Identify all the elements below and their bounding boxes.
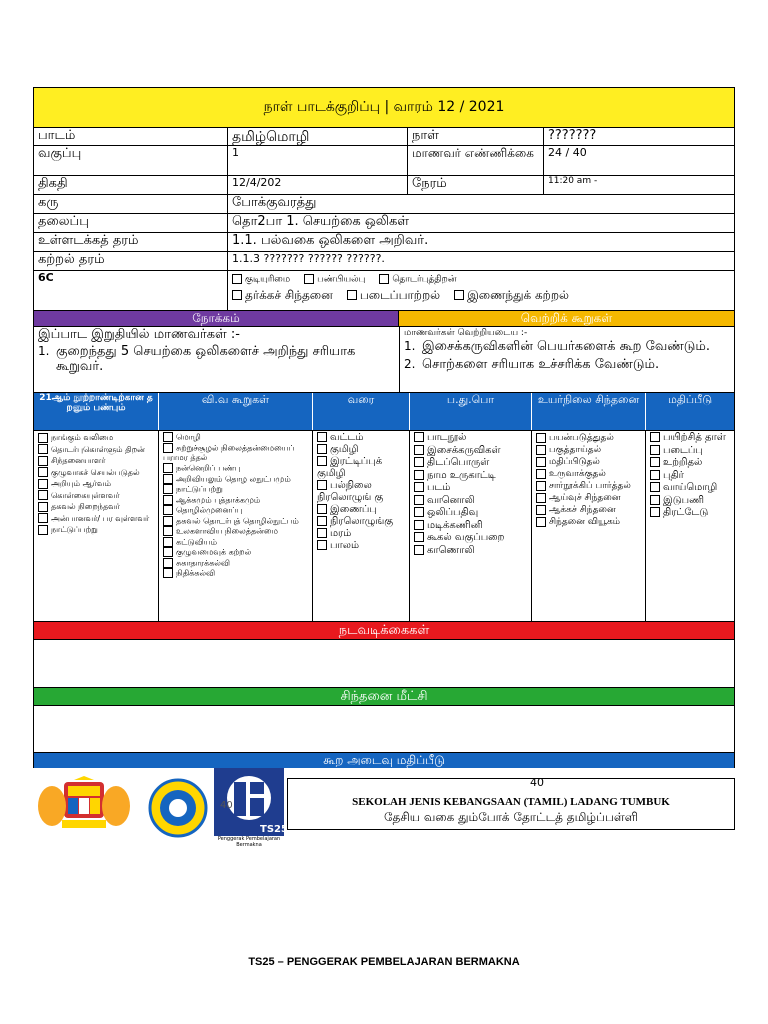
checklist-item[interactable]: திரட்டேடு bbox=[650, 507, 730, 520]
checklist-item[interactable]: படைப்பு bbox=[650, 445, 730, 458]
checkbox-icon bbox=[454, 290, 464, 300]
value-option[interactable]: தொடர்புத்திறன் bbox=[379, 274, 456, 285]
score-fragment: 40 bbox=[530, 776, 544, 789]
checkbox-icon bbox=[163, 516, 173, 526]
success-item: 1. இசைக்கருவிகளின் பெயர்களைக் கூற வேண்டும். bbox=[404, 339, 710, 355]
page-title bbox=[33, 87, 735, 128]
ts25-caption: Penggerak Pembelajaran Bermakna bbox=[217, 836, 281, 848]
objective-success-header bbox=[33, 311, 735, 326]
info-row-values bbox=[33, 271, 735, 311]
school-name-box bbox=[287, 778, 735, 830]
checklist-item[interactable]: கட்டுவியம் bbox=[163, 537, 308, 548]
subject-value: தமிழ்மொழி bbox=[228, 128, 408, 145]
class-value: 1 bbox=[228, 146, 408, 175]
students-label: மாணவர் எண்ணிக்கை bbox=[408, 146, 544, 175]
checklist-item[interactable]: வானொலி bbox=[414, 495, 527, 508]
day-label: நாள் bbox=[408, 128, 544, 145]
column-header-elements: வி.வ கூறுகள் bbox=[159, 393, 313, 430]
info-row-class bbox=[33, 146, 735, 176]
checkbox-icon bbox=[650, 445, 660, 455]
checklist-item[interactable]: தகவல் தொடர்புத் தொழில்நுட்பம் bbox=[163, 516, 308, 527]
success-header: வெற்றிக் கூறுகள் bbox=[399, 311, 735, 326]
checkbox-icon bbox=[304, 274, 314, 284]
checkbox-icon bbox=[650, 432, 660, 442]
score-fragment: 40 bbox=[220, 800, 233, 811]
checklist-item[interactable]: பாலம் bbox=[317, 540, 405, 552]
checkbox-icon bbox=[232, 290, 242, 300]
checklist-item[interactable]: நிரலொழுங்கு bbox=[317, 516, 405, 528]
checklist-item[interactable]: நாங்கும் வலிமை bbox=[38, 432, 154, 444]
checklist-item[interactable]: நாட்டுப்பற்று bbox=[38, 524, 154, 536]
objective-intro: இப்பாட இறுதியில் மாணவர்கள் :- bbox=[38, 327, 240, 342]
topic-label: தலைப்பு bbox=[34, 214, 228, 232]
checkbox-icon bbox=[163, 537, 173, 547]
checklist-item[interactable]: பல்நிலை நிரலொழுங் கு bbox=[317, 480, 384, 503]
info-row-content-standard bbox=[33, 233, 735, 252]
info-row-subject bbox=[33, 128, 735, 146]
checkbox-icon bbox=[414, 470, 424, 480]
checkbox-icon bbox=[536, 493, 546, 503]
checkbox-icon bbox=[414, 520, 424, 530]
checkbox-icon bbox=[38, 513, 48, 523]
checkbox-icon bbox=[414, 507, 424, 517]
info-row-theme bbox=[33, 195, 735, 214]
checkbox-icon bbox=[38, 444, 48, 454]
checklist-item[interactable]: இணைப்பு bbox=[317, 504, 405, 516]
checklist-item[interactable]: ஆக்கச் சிந்தனை bbox=[536, 504, 641, 516]
checkbox-icon bbox=[414, 495, 424, 505]
checkbox-icon bbox=[414, 482, 424, 492]
day-value: ??????? bbox=[548, 128, 597, 143]
checklist-item[interactable]: பயிற்சித் தாள் bbox=[650, 432, 730, 445]
theme-label: கரு bbox=[34, 195, 228, 213]
footer-header: கூற அடைவு மதிப்பீடு bbox=[33, 753, 735, 768]
columns-header bbox=[33, 393, 735, 431]
checkbox-icon bbox=[163, 484, 173, 494]
checklist-item[interactable]: குழுவாகச் செயல்படுதல் bbox=[38, 467, 154, 479]
school-name: SEKOLAH JENIS KEBANGSAAN (TAMIL) LADANG TUMBUK bbox=[352, 796, 670, 808]
page-title-text: நாள் பாடக்குறிப்பு | வாரம் 12 / 2021 bbox=[263, 98, 505, 115]
checklist-item[interactable]: பகுத்தாய்தல் bbox=[536, 444, 641, 456]
checklist-item[interactable]: உற்றிதல் bbox=[650, 457, 730, 470]
code-label: 6C bbox=[34, 271, 228, 310]
checklist-item[interactable]: தகவல் நிறைந்தவர் bbox=[38, 501, 154, 513]
column-maps bbox=[313, 431, 410, 621]
checklist-item[interactable]: அன்பானவர்/ பர வுள்ளவர் bbox=[38, 513, 154, 525]
time-label: நேரம் bbox=[408, 176, 544, 194]
checklist-item[interactable]: புதிர் bbox=[650, 470, 730, 483]
value-option[interactable]: குடியுரிமை bbox=[232, 274, 290, 285]
content-standard-value: 1.1. பல்வகை ஒலிகளை அறிவர். bbox=[232, 233, 429, 248]
checkbox-icon bbox=[536, 481, 546, 491]
success-intro: மாணவர்கள் வெற்றியடைய :- bbox=[404, 328, 528, 338]
learning-standard-label: கற்றல் தரம் bbox=[34, 252, 228, 270]
checklist-item[interactable]: இடுபணி bbox=[650, 495, 730, 508]
checkbox-icon bbox=[163, 558, 173, 568]
objective-body bbox=[34, 327, 400, 392]
checkbox-icon bbox=[650, 507, 660, 517]
date-value: 12/4/202 bbox=[228, 176, 408, 194]
checkbox-icon bbox=[163, 505, 173, 515]
reflection-header: சிந்தனை மீட்சி bbox=[33, 688, 735, 705]
checklist-item[interactable]: மடிக்கணினி bbox=[414, 520, 527, 533]
checkbox-icon bbox=[317, 540, 327, 550]
objective-header: நோக்கம் bbox=[33, 311, 399, 326]
checklist-item[interactable]: வட்டம் bbox=[317, 432, 405, 444]
checkbox-icon bbox=[38, 456, 48, 466]
checkbox-icon bbox=[347, 290, 357, 300]
column-header-hots: உயர்நிலை சிந்தனை bbox=[532, 393, 646, 430]
checkbox-icon bbox=[317, 480, 327, 490]
checklist-item[interactable]: சுற்றுச்சூழல் நிலைத்தன்மையைப் பராமர த்தல் bbox=[163, 443, 295, 462]
checkbox-icon bbox=[414, 532, 424, 542]
ts25-badge: TS25 bbox=[260, 824, 288, 835]
info-row-learning-standard bbox=[33, 252, 735, 271]
checkbox-icon bbox=[317, 444, 327, 454]
column-hots bbox=[532, 431, 646, 621]
theme-value: போக்குவரத்து bbox=[232, 195, 317, 210]
checkbox-icon bbox=[163, 495, 173, 505]
date-label: திகதி bbox=[34, 176, 228, 194]
columns-body bbox=[33, 431, 735, 622]
objective-item: 1. குறைந்தது 5 செயற்கை ஒலிகளைச் அறிந்து சரியாக கூறுவர். bbox=[38, 343, 356, 374]
checkbox-icon bbox=[414, 445, 424, 455]
content-standard-label: உள்ளடக்கத் தரம் bbox=[34, 233, 228, 251]
checkbox-icon bbox=[163, 432, 173, 442]
time-value: 11:20 am - bbox=[548, 176, 598, 186]
activities-body[interactable] bbox=[33, 639, 735, 688]
malaysia-coat-of-arms-icon bbox=[34, 776, 134, 832]
checkbox-icon bbox=[650, 457, 660, 467]
checkbox-icon bbox=[232, 274, 242, 284]
subject-label: பாடம் bbox=[34, 128, 228, 145]
class-label: வகுப்பு bbox=[34, 146, 228, 175]
checkbox-icon bbox=[536, 517, 546, 527]
info-row-date bbox=[33, 176, 735, 195]
checklist-item[interactable]: நாட்டுப்பற்று bbox=[163, 484, 308, 495]
checklist-item[interactable]: படம் bbox=[414, 482, 527, 495]
checkbox-icon bbox=[38, 502, 48, 512]
value-option[interactable]: பண்பியல்பு bbox=[304, 274, 365, 285]
checklist-item[interactable]: மரம் bbox=[317, 528, 405, 540]
success-body bbox=[400, 327, 734, 392]
column-header-assessment: மதிப்பீடு bbox=[667, 393, 713, 406]
school-emblem-icon bbox=[143, 778, 213, 838]
checkbox-icon bbox=[414, 432, 424, 442]
column-header-maps: வரை bbox=[313, 393, 410, 430]
values-row-2 bbox=[232, 289, 730, 303]
checkbox-icon bbox=[317, 432, 327, 442]
checklist-item[interactable]: ஆக்கமும் புத்தாக்கமும் bbox=[163, 495, 308, 506]
tagline: TS25 – PENGGERAK PEMBELAJARAN BERMAKNA bbox=[248, 956, 520, 968]
checklist-item[interactable]: குமிழி bbox=[317, 444, 405, 456]
checklist-item[interactable]: சிந்தனை வியூகம் bbox=[536, 516, 641, 528]
checkbox-icon bbox=[38, 525, 48, 535]
checklist-item[interactable]: நிதிக்கல்வி bbox=[163, 568, 308, 579]
success-item: 2. சொற்களை சரியாக உச்சரிக்க வேண்டும். bbox=[404, 357, 660, 373]
checkbox-icon bbox=[536, 457, 546, 467]
checkbox-icon bbox=[317, 504, 327, 514]
checklist-item[interactable]: மதிப்பிடுதல் bbox=[536, 456, 641, 468]
checklist-item[interactable]: சார்நூக்கிப் பார்த்தல் bbox=[536, 480, 641, 492]
checklist-item[interactable]: தொடர்புகொள்ளும் திறன் bbox=[38, 444, 154, 456]
checklist-item[interactable]: நாம உருகாட்டி bbox=[414, 470, 527, 483]
checklist-item[interactable]: காணொலி bbox=[414, 545, 527, 558]
checklist-item[interactable]: இரட்டிப்புக் குமிழி bbox=[317, 456, 383, 479]
checklist-item[interactable]: இசைக்கருவிகள் bbox=[414, 445, 527, 458]
checklist-item[interactable]: நன்னெறிப் பண்பு bbox=[163, 463, 308, 474]
checkbox-icon bbox=[536, 469, 546, 479]
value-option[interactable]: படைப்பாற்றல் bbox=[347, 289, 440, 303]
column-resources bbox=[410, 431, 532, 621]
reflection-body[interactable] bbox=[33, 705, 735, 753]
checklist-item[interactable]: திடப்பொருள் bbox=[414, 457, 527, 470]
objective-success-body bbox=[33, 326, 735, 393]
checkbox-icon bbox=[38, 433, 48, 443]
topic-value: தொ2பா 1. செயற்கை ஒலிகள் bbox=[232, 214, 410, 229]
activities-header: நடவடிக்கைகள் bbox=[33, 622, 735, 639]
checkbox-icon bbox=[317, 528, 327, 538]
checkbox-icon bbox=[38, 490, 48, 500]
checklist-item[interactable]: சிந்தனையாளர் bbox=[38, 455, 154, 467]
checklist-item[interactable]: கூகல் வகுப்பறை bbox=[414, 532, 527, 545]
value-option[interactable]: இணைந்துக் கற்றல் bbox=[454, 289, 569, 303]
checkbox-icon bbox=[38, 467, 48, 477]
checklist-item[interactable]: ஆய்வுச் சிந்தனை bbox=[536, 492, 641, 504]
checkbox-icon bbox=[536, 433, 546, 443]
checkbox-icon bbox=[163, 568, 173, 578]
learning-standard-value: 1.1.3 ??????? ?????? ??????. bbox=[232, 252, 385, 265]
checkbox-icon bbox=[163, 463, 173, 473]
checklist-item[interactable]: ஒலிப்பதிவு bbox=[414, 507, 527, 520]
checkbox-icon bbox=[379, 274, 389, 284]
column-assessment bbox=[646, 431, 734, 621]
checkbox-icon bbox=[536, 505, 546, 515]
values-cell bbox=[228, 271, 734, 310]
checklist-item[interactable]: பயன்படுத்துதல் bbox=[536, 432, 641, 444]
checklist-item[interactable]: அறிவியலும் தொழ லநுட்பமும் bbox=[163, 474, 308, 485]
column-elements bbox=[159, 431, 313, 621]
checklist-item[interactable]: வாய்மொழி bbox=[650, 482, 730, 495]
checklist-item[interactable]: உலகளாவிய நிலைத்தன்மை bbox=[163, 526, 308, 537]
checkbox-icon bbox=[163, 526, 173, 536]
checklist-item[interactable]: சுகாதாரக்கல்வி bbox=[163, 558, 308, 569]
info-row-topic bbox=[33, 214, 735, 233]
checklist-item[interactable]: உருவாக்குதல் bbox=[536, 468, 641, 480]
lesson-plan-sheet bbox=[33, 87, 735, 768]
checklist-item[interactable]: கொள்கையுள்ளவர் bbox=[38, 490, 154, 502]
checklist-item[interactable]: குழுவமைவுக் கற்றல் bbox=[163, 547, 308, 558]
checkbox-icon bbox=[317, 516, 327, 526]
checkbox-icon bbox=[163, 443, 173, 453]
checklist-item[interactable]: அறியும் ஆர்வம் bbox=[38, 478, 154, 490]
checklist-item[interactable]: பாடநூல் bbox=[414, 432, 527, 445]
checkbox-icon bbox=[414, 545, 424, 555]
checkbox-icon bbox=[650, 470, 660, 480]
checkbox-icon bbox=[414, 457, 424, 467]
checklist-item[interactable]: தொழில்முனைப்பு bbox=[163, 505, 308, 516]
column-skills bbox=[34, 431, 159, 621]
values-row-1 bbox=[232, 274, 730, 285]
column-header-resources: ப.து.பொ bbox=[410, 393, 532, 430]
value-option[interactable]: தர்க்கச் சிந்தனை bbox=[232, 289, 333, 303]
checklist-item[interactable]: மொழி bbox=[163, 432, 308, 443]
school-name-tamil: தேசிய வகை தும்போக் தோட்டத் தமிழ்ப்பள்ளி bbox=[383, 810, 638, 824]
checkbox-icon bbox=[317, 456, 327, 466]
students-value: 24 / 40 bbox=[548, 146, 587, 159]
checkbox-icon bbox=[163, 547, 173, 557]
checkbox-icon bbox=[650, 482, 660, 492]
checkbox-icon bbox=[38, 479, 48, 489]
checkbox-icon bbox=[650, 495, 660, 505]
checkbox-icon bbox=[163, 474, 173, 484]
column-header-skills: 21ஆம் நூற்றாண்டிற்கான த றனும் பண்பும் bbox=[34, 393, 159, 430]
checkbox-icon bbox=[536, 445, 546, 455]
